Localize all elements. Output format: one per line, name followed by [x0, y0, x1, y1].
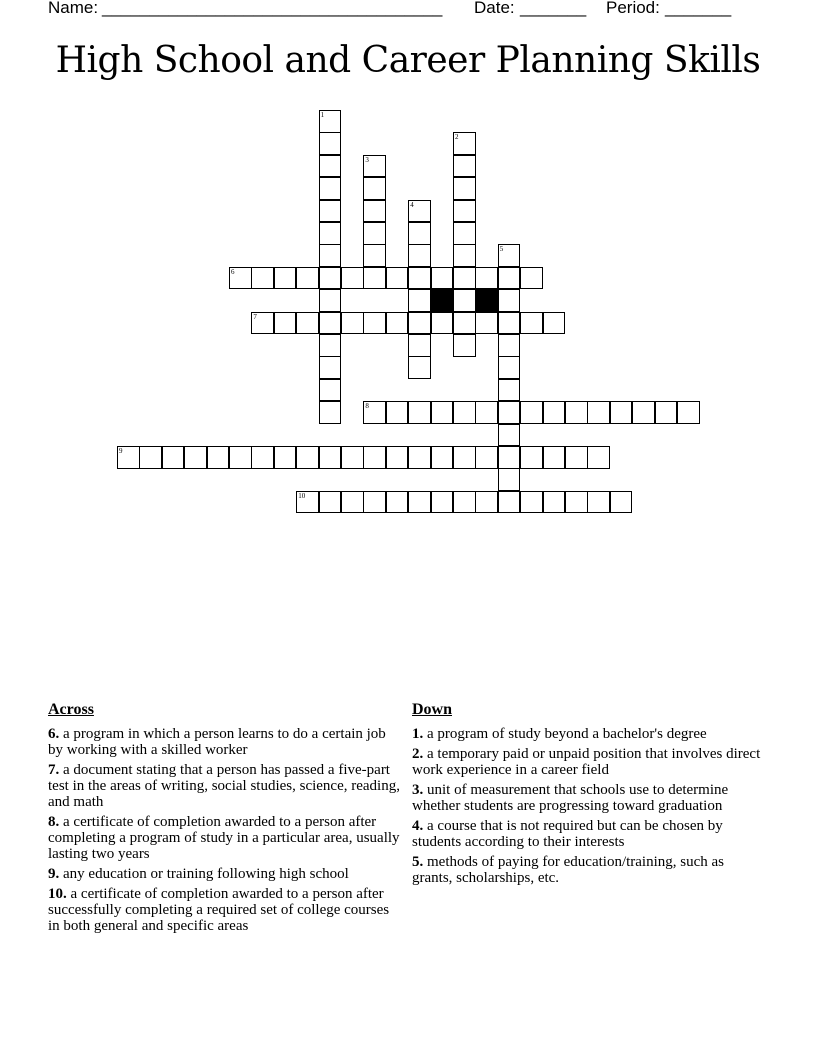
down-heading: Down [412, 701, 453, 718]
grid-cell[interactable] [319, 177, 342, 200]
grid-cell[interactable] [207, 446, 230, 469]
grid-cell[interactable] [520, 446, 543, 469]
grid-cell[interactable] [565, 491, 588, 514]
grid-cell[interactable] [363, 222, 386, 245]
clue-number: 5. [412, 854, 424, 870]
grid-cell[interactable] [408, 200, 431, 223]
grid-cell[interactable] [587, 401, 610, 424]
across-heading: Across [48, 701, 94, 718]
clue-across-10 [48, 886, 404, 934]
grid-cell[interactable] [319, 289, 342, 312]
grid-cell[interactable] [453, 244, 476, 267]
clue-text: a certificate of completion awarded to a person after completing a program of study in a particular area, usually lasting two years [48, 814, 400, 862]
grid-cell[interactable] [363, 155, 386, 178]
clue-number-label: 1 [320, 111, 325, 119]
clue-down-3 [412, 782, 768, 814]
clue-number-label: 8 [365, 402, 369, 411]
grid-cell[interactable] [319, 334, 342, 357]
grid-cell[interactable] [431, 446, 454, 469]
grid-cell[interactable] [229, 446, 252, 469]
grid-cell[interactable] [251, 446, 274, 469]
name-blank[interactable]: ____________________________________ [102, 0, 443, 17]
grid-cell[interactable] [296, 267, 319, 290]
grid-cell[interactable] [319, 379, 342, 402]
grid-cell[interactable] [565, 446, 588, 469]
grid-cell[interactable] [363, 244, 386, 267]
grid-cell[interactable] [274, 312, 297, 335]
grid-cell[interactable] [520, 312, 543, 335]
grid-cell[interactable] [296, 491, 319, 514]
grid-cell[interactable] [319, 200, 342, 223]
grid-cell[interactable] [386, 446, 409, 469]
grid-cell[interactable] [453, 289, 476, 312]
grid-cell[interactable] [319, 132, 342, 155]
grid-cell[interactable] [408, 446, 431, 469]
clue-number: 1. [412, 726, 424, 742]
grid-cell[interactable] [498, 401, 521, 424]
grid-cell[interactable] [319, 446, 342, 469]
clue-number-label: 2 [455, 133, 459, 142]
grid-cell[interactable] [543, 491, 566, 514]
grid-cell[interactable] [587, 491, 610, 514]
grid-cell[interactable] [319, 244, 342, 267]
clue-text: unit of measurement that schools use to determine whether students are progressing toward graduation [412, 782, 729, 814]
grid-cell[interactable] [341, 446, 364, 469]
clue-text: a course that is not required but can be chosen by students according to their interests [412, 818, 723, 850]
date-blank[interactable]: _______ [520, 0, 587, 17]
grid-cell[interactable] [475, 401, 498, 424]
grid-cell[interactable] [341, 267, 364, 290]
grid-cell[interactable] [677, 401, 700, 424]
grid-cell[interactable] [386, 491, 409, 514]
grid-cell[interactable] [431, 312, 454, 335]
grid-cell[interactable] [498, 244, 521, 267]
grid-cell[interactable] [319, 267, 342, 290]
clue-number: 7. [48, 762, 60, 778]
clue-number-label: 4 [410, 200, 414, 209]
period-blank[interactable]: _______ [665, 0, 732, 17]
grid-cell[interactable] [162, 446, 185, 469]
grid-cell[interactable] [319, 222, 342, 245]
grid-cell[interactable] [363, 401, 386, 424]
grid-cell[interactable] [408, 289, 431, 312]
grid-cell[interactable] [475, 312, 498, 335]
grid-cell[interactable] [632, 401, 655, 424]
clue-number-label: 6 [231, 267, 235, 276]
grid-cell[interactable] [565, 401, 588, 424]
grid-cell[interactable] [543, 401, 566, 424]
grid-cell[interactable] [363, 200, 386, 223]
name-label: Name: [48, 0, 99, 17]
across-clues [48, 700, 404, 938]
clue-number: 8. [48, 814, 60, 830]
grid-cell[interactable] [453, 401, 476, 424]
grid-cell[interactable] [520, 491, 543, 514]
grid-cell[interactable] [274, 267, 297, 290]
clue-number: 10. [48, 886, 67, 902]
grid-cell[interactable] [498, 267, 521, 290]
clue-text: a temporary paid or unpaid position that involves direct work experience in a career field [412, 746, 761, 778]
grid-cell[interactable] [363, 491, 386, 514]
grid-cell[interactable] [543, 312, 566, 335]
grid-cell[interactable] [453, 491, 476, 514]
grid-cell[interactable] [408, 267, 431, 290]
grid-cell[interactable] [363, 267, 386, 290]
grid-cell[interactable] [453, 222, 476, 245]
grid-cell[interactable] [274, 446, 297, 469]
grid-cell[interactable] [229, 267, 252, 290]
grid-cell[interactable] [408, 222, 431, 245]
grid-cell[interactable] [408, 401, 431, 424]
grid-cell[interactable] [498, 356, 521, 379]
clue-text: a certificate of completion awarded to a person after successfully completing a required set of college courses in both general and specific areas [48, 886, 390, 934]
grid-cell[interactable] [498, 424, 521, 447]
grid-cell[interactable] [363, 446, 386, 469]
black-cell [475, 289, 498, 312]
grid-cell[interactable] [453, 267, 476, 290]
grid-cell[interactable] [453, 312, 476, 335]
grid-cell[interactable] [296, 312, 319, 335]
grid-cell[interactable] [386, 312, 409, 335]
grid-cell[interactable] [117, 446, 140, 469]
page-title: High School and Career Planning Skills [55, 40, 761, 81]
clue-down-4 [412, 818, 768, 850]
grid-cell[interactable] [498, 468, 521, 491]
clue-across-9 [48, 866, 404, 882]
grid-cell[interactable] [319, 110, 342, 133]
down-clues [412, 700, 768, 890]
clue-number: 9. [48, 866, 60, 882]
grid-cell[interactable] [341, 491, 364, 514]
clue-text: a document stating that a person has passed a five-part test in the areas of writing, social studies, science, reading, and math [48, 762, 400, 810]
grid-cell[interactable] [453, 155, 476, 178]
clue-number-label: 9 [119, 447, 123, 455]
grid-cell[interactable] [610, 401, 633, 424]
grid-cell[interactable] [498, 334, 521, 357]
grid-cell[interactable] [543, 446, 566, 469]
clue-text: any education or training following high school [63, 866, 349, 882]
clue-text: methods of paying for education/training, such as grants, scholarships, etc. [412, 854, 725, 886]
clue-down-2 [412, 746, 768, 778]
grid-cell[interactable] [408, 312, 431, 335]
grid-cell[interactable] [610, 491, 633, 514]
grid-cell[interactable] [475, 491, 498, 514]
grid-cell[interactable] [431, 491, 454, 514]
clue-down-1 [412, 726, 768, 742]
black-cell [431, 289, 454, 312]
grid-cell[interactable] [520, 267, 543, 290]
grid-cell[interactable] [587, 446, 610, 469]
grid-cell[interactable] [453, 334, 476, 357]
grid-cell[interactable] [498, 491, 521, 514]
grid-cell[interactable] [431, 267, 454, 290]
grid-cell[interactable] [408, 334, 431, 357]
grid-cell[interactable] [319, 491, 342, 514]
grid-cell[interactable] [431, 401, 454, 424]
clue-number: 2. [412, 746, 424, 762]
grid-cell[interactable] [251, 267, 274, 290]
grid-cell[interactable] [363, 177, 386, 200]
grid-cell[interactable] [341, 312, 364, 335]
grid-cell[interactable] [453, 177, 476, 200]
grid-cell[interactable] [386, 401, 409, 424]
grid-cell[interactable] [498, 446, 521, 469]
date-label: Date: [474, 0, 515, 17]
clue-number: 6. [48, 726, 60, 742]
grid-cell[interactable] [319, 312, 342, 335]
grid-cell[interactable] [498, 312, 521, 335]
clue-text: a program of study beyond a bachelor's degree [427, 726, 707, 742]
clue-number: 3. [412, 782, 424, 798]
grid-cell[interactable] [319, 356, 342, 379]
grid-cell[interactable] [408, 356, 431, 379]
grid-cell[interactable] [453, 132, 476, 155]
clue-number-label: 7 [253, 312, 257, 321]
clue-text: a program in which a person learns to do a certain job by working with a skilled worker [48, 726, 386, 758]
period-label: Period: [606, 0, 660, 17]
grid-cell[interactable] [296, 446, 319, 469]
grid-cell[interactable] [453, 446, 476, 469]
clue-number-label: 10 [298, 491, 306, 500]
grid-cell[interactable] [498, 289, 521, 312]
grid-cell[interactable] [184, 446, 207, 469]
grid-cell[interactable] [319, 155, 342, 178]
grid-cell[interactable] [475, 446, 498, 469]
clue-across-6 [48, 726, 404, 758]
clue-across-8 [48, 814, 404, 862]
clue-across-7 [48, 762, 404, 810]
clue-number-label: 5 [499, 245, 504, 254]
clue-number-label: 3 [365, 155, 369, 164]
grid-cell[interactable] [408, 244, 431, 267]
clue-down-5 [412, 854, 768, 886]
grid-cell[interactable] [453, 200, 476, 223]
grid-cell[interactable] [475, 267, 498, 290]
clue-number: 4. [412, 818, 424, 834]
grid-cell[interactable] [408, 491, 431, 514]
grid-cell[interactable] [139, 446, 162, 469]
grid-cell[interactable] [251, 312, 274, 335]
grid-cell[interactable] [498, 379, 521, 402]
grid-cell[interactable] [386, 267, 409, 290]
grid-cell[interactable] [319, 401, 342, 424]
grid-cell[interactable] [655, 401, 678, 424]
grid-cell[interactable] [520, 401, 543, 424]
grid-cell[interactable] [363, 312, 386, 335]
